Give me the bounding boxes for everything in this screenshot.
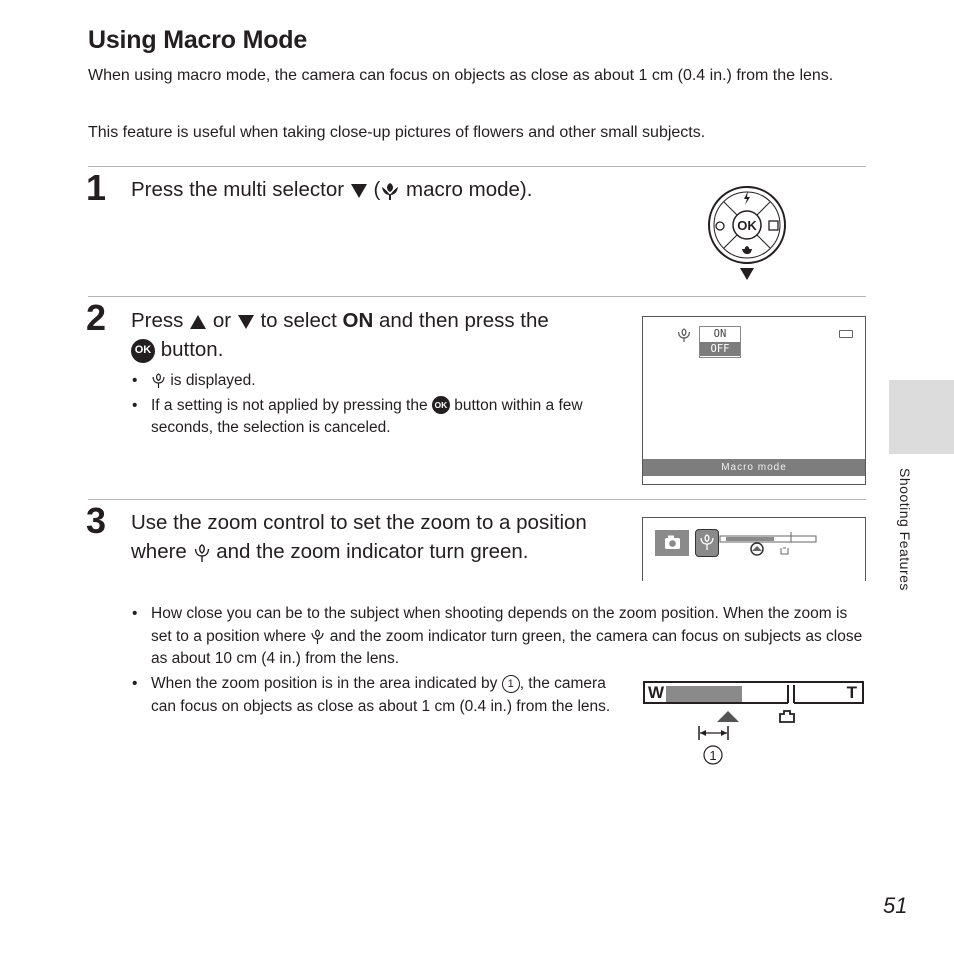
- list-item: [132, 395, 612, 440]
- macro-indicator: [695, 529, 719, 557]
- step-1-text-b: (: [373, 178, 381, 201]
- divider: [88, 166, 866, 167]
- step-3-text-a: Use the zoom control to set the zoom to a position where: [131, 511, 587, 563]
- zoom-wide-label: W: [648, 683, 665, 702]
- step-2-or: or: [212, 309, 232, 332]
- chapter-label: Shooting Features: [897, 468, 913, 591]
- zoom-indicator-small: [719, 532, 819, 556]
- down-triangle-icon: [237, 314, 255, 330]
- down-triangle-icon: [350, 183, 368, 199]
- option-on[interactable]: ON: [713, 328, 727, 340]
- step-3-text-b: and the zoom indicator turn green.: [216, 540, 529, 563]
- option-off[interactable]: OFF: [700, 342, 740, 356]
- step-3-text: [131, 508, 601, 566]
- step-2-number: 2: [86, 297, 107, 338]
- macro-option-box: [699, 326, 741, 358]
- step-1-text-a: Press the multi selector: [131, 178, 345, 201]
- macro-outline-icon: [151, 372, 166, 389]
- page-title: Using Macro Mode: [88, 26, 308, 54]
- list-item: [132, 370, 612, 393]
- step-1-text: [131, 175, 532, 204]
- macro-outline-icon: [696, 530, 718, 556]
- dial-ok-label: OK: [737, 218, 757, 233]
- multi-selector-diagram: [704, 184, 790, 284]
- step-3-bullets: [132, 603, 867, 671]
- chapter-tab: [889, 380, 954, 454]
- callout-1-icon: 1: [502, 675, 520, 693]
- macro-flower-icon: [380, 181, 400, 201]
- divider: [88, 499, 866, 500]
- step-1-number: 1: [86, 167, 107, 208]
- step-3-bullet-2b: , the camera can focus on objects as close as about 1 cm (0.4 in.) from the lens.: [151, 675, 611, 715]
- zoom-tele-label: T: [846, 683, 857, 702]
- macro-range-marker-icon: [717, 711, 739, 722]
- camera-screen-zoom: [642, 517, 866, 581]
- page-number: 51: [883, 893, 908, 918]
- step-1-text-c: macro mode).: [400, 178, 533, 201]
- step-2-bullet-2b: button within a few seconds, the selection is canceled.: [151, 396, 583, 436]
- macro-outline-icon: [310, 628, 325, 645]
- shooting-mode-box: [655, 530, 689, 556]
- step-3-bullets-2: [132, 673, 612, 718]
- step-2-bullet-2a: If a setting is not applied by pressing the: [151, 396, 428, 414]
- step-3-bullet-2a: When the zoom position is in the area indicated by: [151, 675, 498, 692]
- step-2-and-then: and then press the: [378, 309, 549, 332]
- step-2-on: ON: [342, 309, 374, 332]
- camera-screen-macro-menu: [642, 316, 866, 485]
- step-2-button: button.: [160, 338, 224, 361]
- close-focus-marker-icon: [780, 711, 794, 722]
- step-2-bullets: [132, 370, 612, 440]
- step-2-press: Press: [131, 309, 184, 332]
- list-item: [132, 603, 867, 671]
- step-3-bullet-1a: How close you can be to the subject when shooting depends on the zoom position. When the zoom is set to a position where: [151, 605, 848, 645]
- intro-paragraph-2: This feature is useful when taking close-up pictures of flowers and other small subjects.: [88, 124, 706, 141]
- down-arrow-icon: [740, 268, 754, 280]
- divider: [88, 296, 866, 297]
- ok-button-icon: OK: [432, 396, 450, 414]
- step-2-to-select: to select: [260, 309, 337, 332]
- step-2-bullet-1: is displayed.: [170, 372, 256, 389]
- intro-paragraph-1: When using macro mode, the camera can focus on objects as close as about 1 cm (0.4 in.) from the lens.: [88, 67, 834, 84]
- macro-outline-icon: [193, 543, 211, 563]
- list-item: [132, 673, 612, 718]
- screen-caption: Macro mode: [643, 459, 865, 476]
- camera-icon: [655, 530, 689, 556]
- step-3-number: 3: [86, 500, 107, 541]
- step-2-text: [131, 306, 621, 364]
- step-3-bullet-1b: and the zoom indicator turn green, the camera can focus on subjects as close as about 10 cm (4 in.) from the lens.: [151, 627, 863, 667]
- battery-icon: [839, 330, 853, 338]
- callout-1-label: 1: [709, 748, 717, 763]
- ok-button-icon: OK: [131, 339, 155, 363]
- up-triangle-icon: [189, 314, 207, 330]
- macro-outline-icon: [676, 327, 692, 343]
- zoom-diagram-marks: [643, 681, 864, 771]
